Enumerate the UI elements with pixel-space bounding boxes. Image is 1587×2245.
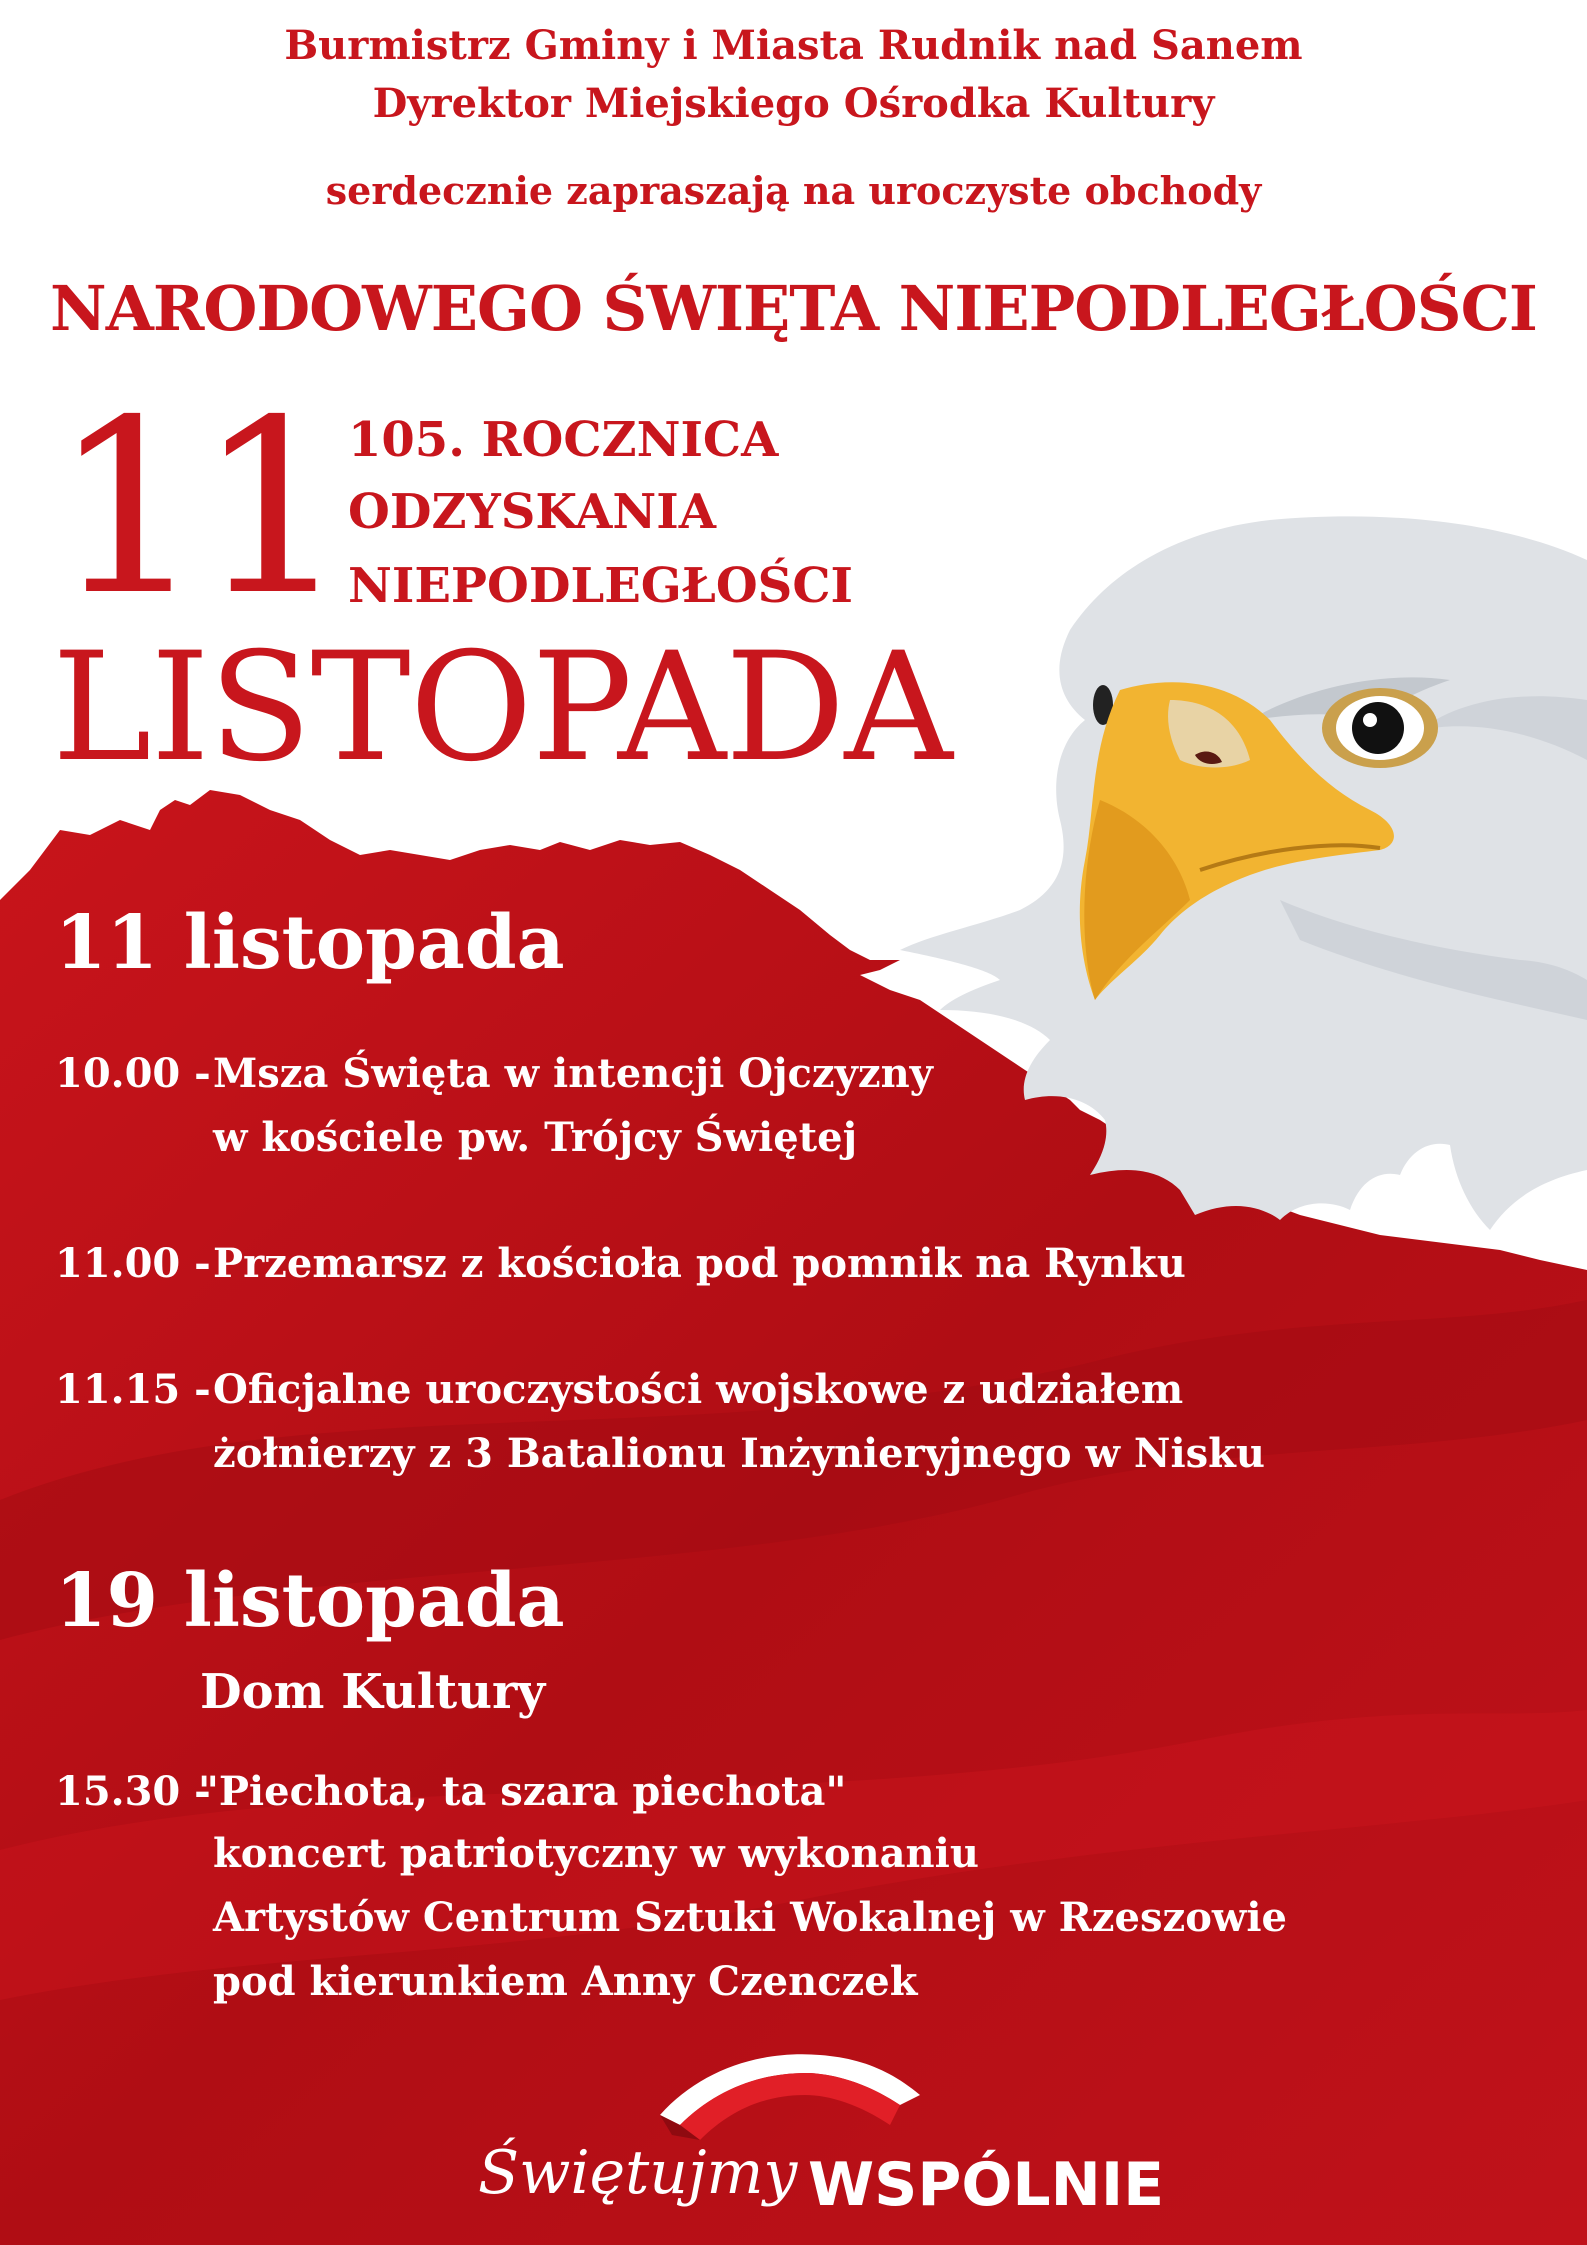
anniversary-line: 105. ROCZNICA — [348, 412, 779, 468]
event-venue: Dom Kultury — [200, 1664, 546, 1720]
page-title: NARODOWEGO ŚWIĘTA NIEPODLEGŁOŚCI — [50, 272, 1537, 345]
big-day-number: 11 — [52, 368, 342, 648]
event-description: koncert patriotyczny w wykonaniu — [213, 1830, 979, 1877]
event-description: Msza Święta w intencji Ojczyzny — [213, 1050, 933, 1097]
organizer-line: Burmistrz Gminy i Miasta Rudnik nad Sanem — [284, 22, 1303, 69]
event-description: Artystów Centrum Sztuki Wokalnej w Rzeszowie — [213, 1894, 1287, 1941]
anniversary-line: ODZYSKANIA — [348, 484, 716, 540]
event-description: żołnierzy z 3 Batalionu Inżynieryjnego w Nisku — [213, 1430, 1265, 1477]
event-time: 11.15 - — [55, 1366, 211, 1413]
event-description: pod kierunkiem Anny Czenczek — [213, 1958, 918, 2005]
anniversary-line: NIEPODLEGŁOŚCI — [348, 558, 853, 614]
organizer-line: Dyrektor Miejskiego Ośrodka Kultury — [372, 80, 1215, 127]
logo-bold-text: WSPÓLNIE — [808, 2150, 1165, 2220]
event-description: Przemarsz z kościoła pod pomnik na Rynku — [213, 1240, 1186, 1287]
event-description: w kościele pw. Trójcy Świętej — [213, 1114, 858, 1161]
event-description: "Piechota, ta szara piechota" — [198, 1768, 847, 1815]
logo-script-text: Świętujmy — [478, 2138, 798, 2208]
big-month-name: LISTOPADA — [52, 621, 952, 795]
event-time: 10.00 - — [55, 1050, 211, 1097]
event-description: Oficjalne uroczystości wojskowe z udziałem — [213, 1366, 1184, 1413]
day-heading: 19 listopada — [55, 1558, 565, 1644]
event-time: 15.30 - — [55, 1768, 211, 1815]
day-heading: 11 listopada — [55, 900, 565, 986]
invitation-text: serdecznie zapraszają na uroczyste obchody — [325, 168, 1262, 213]
event-time: 11.00 - — [55, 1240, 211, 1287]
